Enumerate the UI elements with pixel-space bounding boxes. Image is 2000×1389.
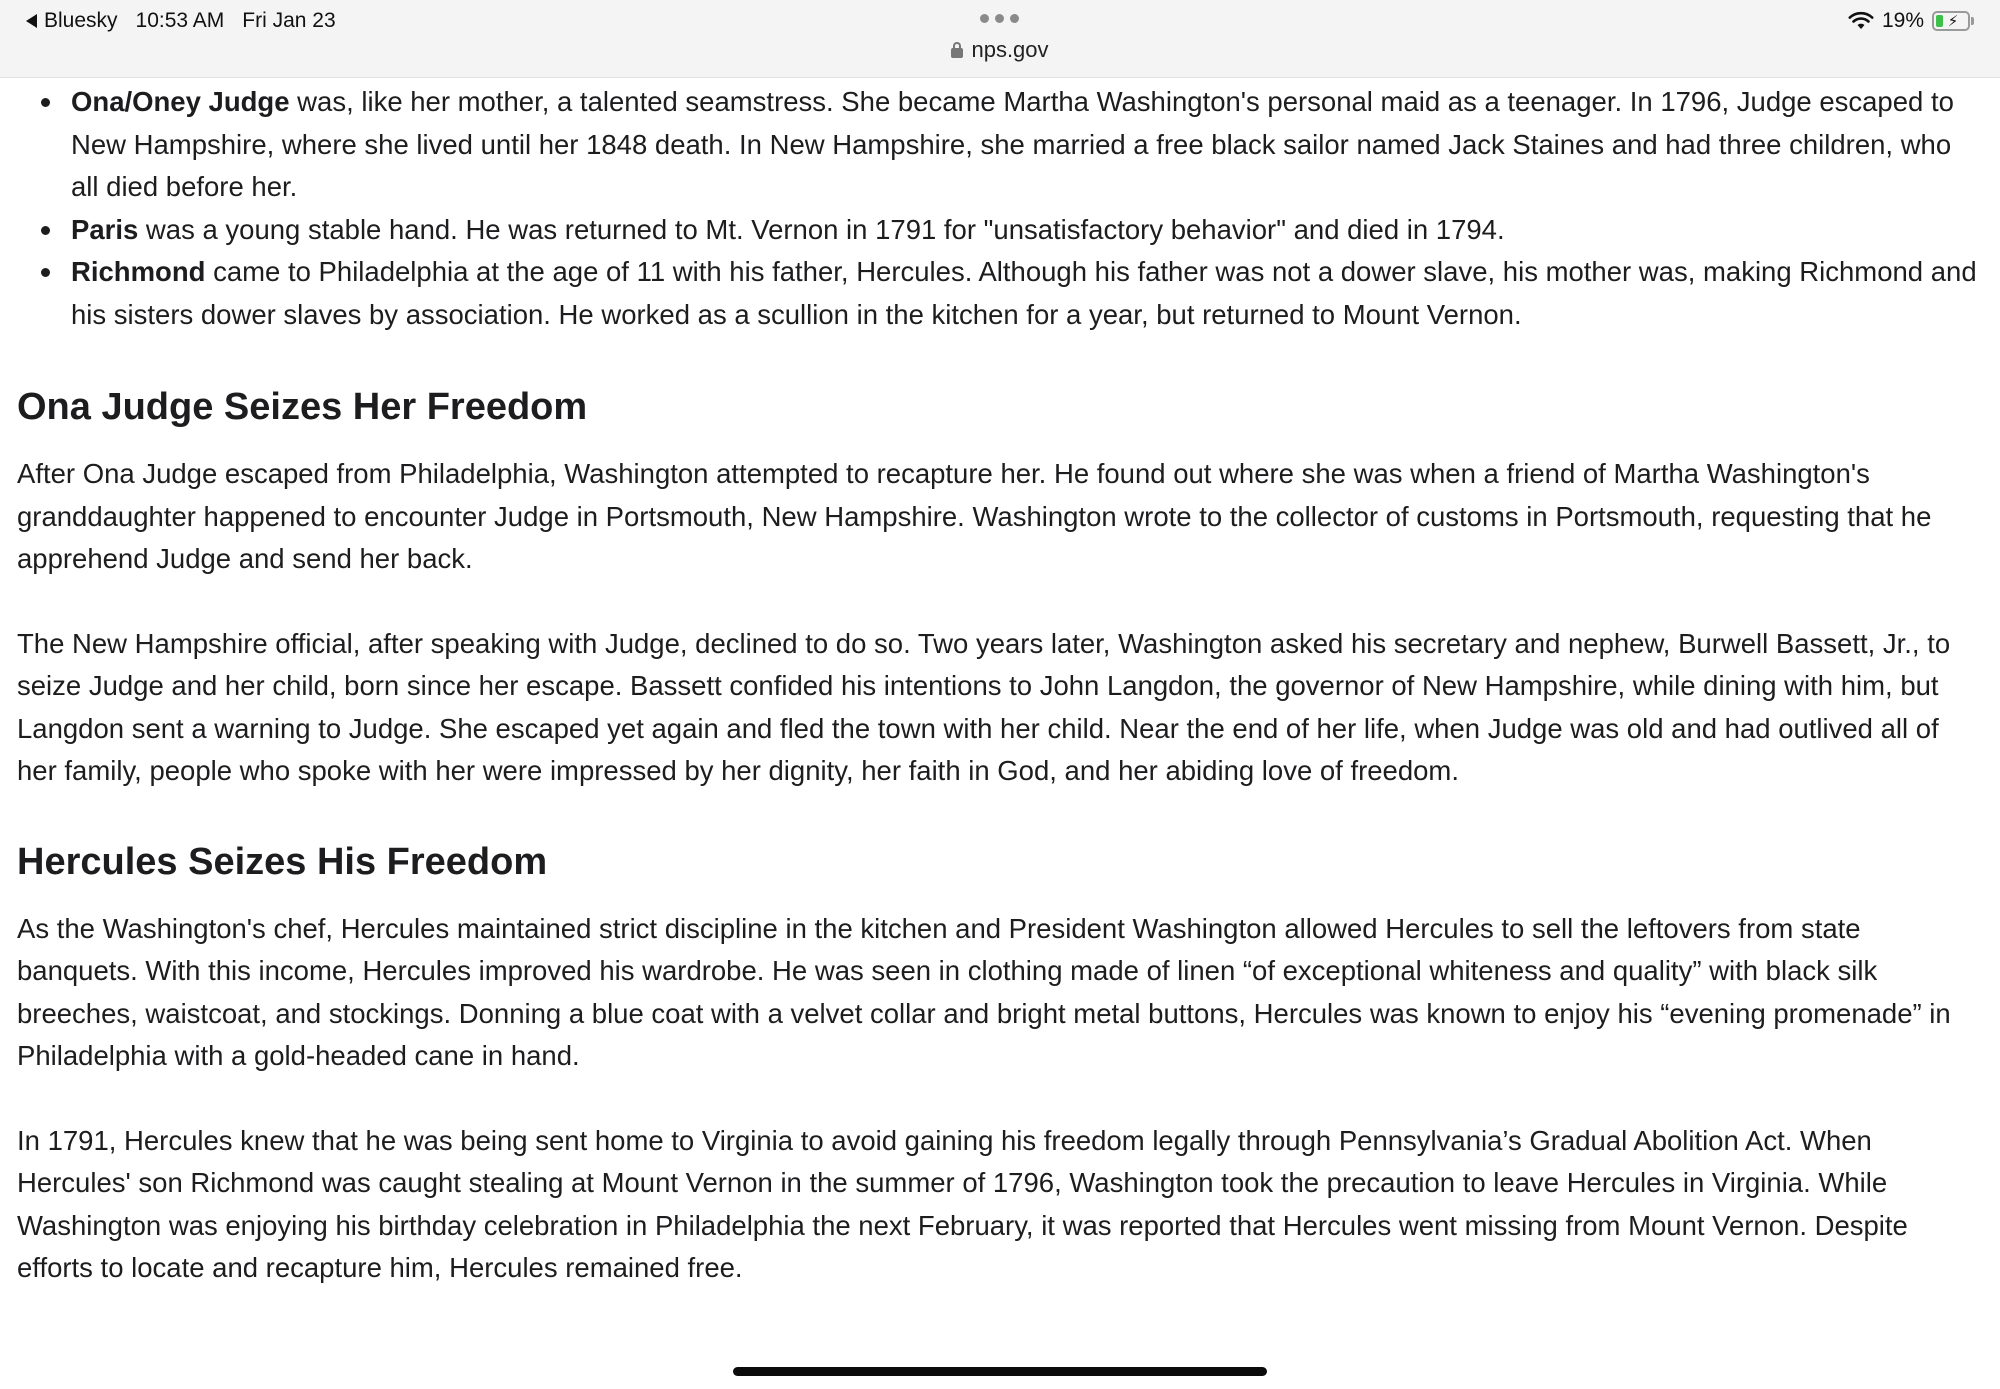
- status-right: [1848, 6, 1974, 36]
- wifi-icon: [1848, 11, 1874, 31]
- paragraph: After Ona Judge escaped from Philadelphia, Washington attempted to recapture her. He found out where she was when a friend of Martha Washington's granddaughter happened to encounter Judge in Portsmouth, New Hampshire. Washington wrote to the collector of customs in Portsmouth, requesting that he apprehend Judge and send her back.: [17, 458, 1932, 574]
- paragraph: In 1791, Hercules knew that he was being sent home to Virginia to avoid gaining his freedom legally through Pennsylvania’s Gradual Abolition Act. When Hercules' son Richmond was caught stealing at Mount Vernon in the summer of 1796, Washington took the precaution to leave Hercules in Virginia. While Washington was enjoying his birthday celebration in Philadelphia the next February, it was reported that Hercules went missing from Mount Vernon. Despite efforts to locate and recapture him, Hercules remained free.: [17, 1124, 1908, 1283]
- article-content: [17, 78, 1983, 1290]
- battery-charging-icon: ⚡: [1932, 11, 1974, 31]
- person-description: came to Philadelphia at the age of 11 with his father, Hercules. Although his father was not a dower slave, his mother was, making Richmond and his sisters dower slaves by association. He worked as a scullion in the kitchen for a year, but returned to Mount Vernon.: [71, 256, 1977, 330]
- paragraph: As the Washington's chef, Hercules maintained strict discipline in the kitchen and President Washington allowed Hercules to sell the leftovers from state banquets. With this income, Hercules improved his wardrobe. He was seen in clothing made of linen “of exceptional whiteness and quality” with black silk breeches, waistcoat, and stockings. Donning a blue coat with a velvet collar and bright metal buttons, Hercules was known to enjoy his “evening promenade” in Philadelphia with a gold-headed cane in hand.: [17, 912, 1951, 1071]
- address-bar[interactable]: [0, 34, 2000, 66]
- home-indicator[interactable]: [733, 1367, 1267, 1376]
- section-heading-hercules: Hercules Seizes His Freedom: [17, 840, 548, 883]
- section-heading-ona: Ona Judge Seizes Her Freedom: [17, 386, 588, 428]
- back-app-label: Bluesky: [44, 9, 118, 32]
- people-list: [17, 81, 1983, 336]
- url-text: nps.gov: [971, 37, 1049, 62]
- battery-percent: 19%: [1881, 9, 1924, 32]
- lock-icon: [951, 42, 963, 58]
- list-item: [17, 251, 1983, 336]
- back-to-app-button[interactable]: [26, 9, 118, 33]
- clock-date: Fri Jan 23: [242, 9, 336, 32]
- person-description: was, like her mother, a talented seamstress. She became Martha Washington's personal maid as a teenager. In 1796, Judge escaped to New Hampshire, where she lived until her 1848 death. In New Hampshire, she married a free black sailor named Jack Staines and had three children, who all died before her.: [71, 86, 1954, 202]
- list-item: [17, 209, 1983, 252]
- person-description: was a young stable hand. He was returned to Mt. Vernon in 1791 for "unsatisfactory behavior" and died in 1794.: [138, 213, 1505, 245]
- status-bar: [0, 0, 2000, 78]
- paragraph: The New Hampshire official, after speaking with Judge, declined to do so. Two years later, Washington asked his secretary and nephew, Burwell Bassett, Jr., to seize Judge and her child, born since her escape. Bassett confided his intentions to John Langdon, the governor of New Hampshire, while dining with him, but Langdon sent a warning to Judge. She escaped yet again and fled the town with her child. Near the end of her life, when Judge was old and had outlived all of her family, people who spoke with her were impressed by her dignity, her faith in God, and her abiding love of freedom.: [17, 627, 1951, 786]
- list-item: [17, 81, 1983, 209]
- person-name: Paris: [71, 213, 139, 245]
- clock-time: 10:53 AM: [135, 9, 225, 32]
- back-arrow-icon: [26, 14, 37, 28]
- multitasking-dots-icon[interactable]: [980, 14, 1019, 23]
- person-name: Ona/Oney Judge: [71, 86, 290, 117]
- status-left: [26, 6, 336, 36]
- person-name: Richmond: [71, 256, 206, 287]
